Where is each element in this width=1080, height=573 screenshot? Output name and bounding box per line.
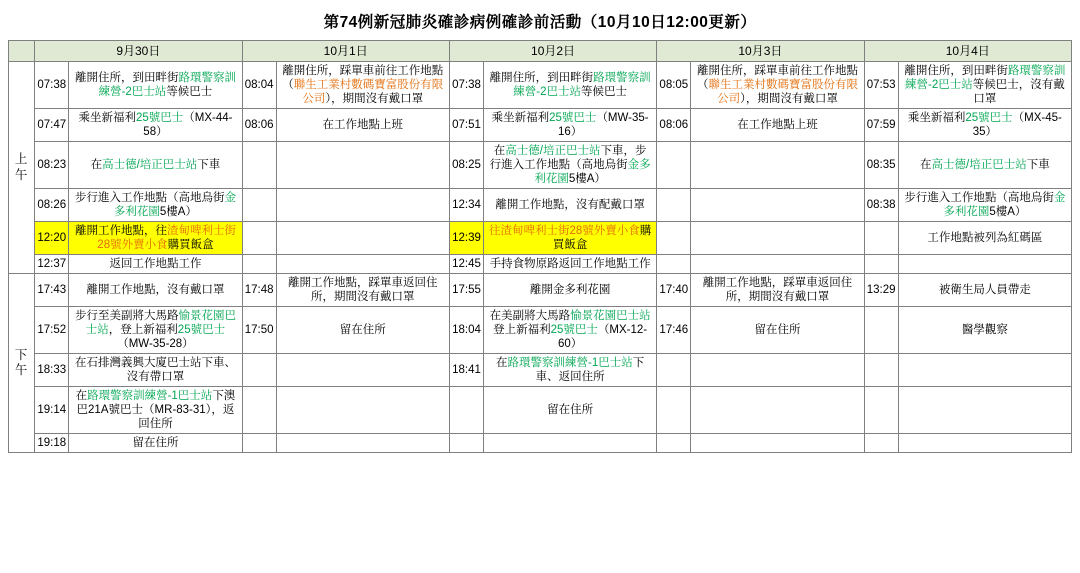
desc-segment: 在美副將大馬路 [489, 310, 571, 323]
desc-segment: 購買飯盒 [552, 225, 652, 252]
time-cell [864, 307, 898, 354]
activity-cell [276, 255, 449, 274]
desc-segment: （MX-45-35） [972, 112, 1062, 139]
desc-segment: 下車、返回住所 [535, 357, 645, 384]
activity-cell [898, 189, 1071, 222]
header-date-3: 10月3日 [657, 41, 864, 62]
time-cell: 17:43 [35, 274, 69, 307]
desc-segment: 離開工作地點，沒有戴口罩 [86, 284, 225, 297]
corner-cell [9, 41, 35, 62]
activity-cell [691, 109, 864, 142]
period-label-am: 上午 [9, 62, 35, 274]
desc-segment: 在 [90, 159, 103, 172]
activity-cell [276, 434, 449, 453]
desc-segment: 往渣甸啤利士街28號外賣小食 [488, 225, 640, 238]
header-date-2: 10月2日 [449, 41, 656, 62]
time-cell: 07:51 [449, 109, 483, 142]
desc-segment: 離開工作地點，踩單車返回住所，期間沒有戴口罩 [702, 277, 853, 304]
time-cell [449, 434, 483, 453]
activity-cell [691, 142, 864, 189]
time-cell: 07:38 [449, 62, 483, 109]
time-cell [864, 255, 898, 274]
desc-segment: 留在住所 [132, 437, 179, 450]
time-cell: 17:46 [657, 307, 691, 354]
desc-segment: 離開住所，踩單車前往工作地點（ [696, 65, 858, 92]
activity-cell [276, 274, 449, 307]
desc-segment: 下車，步行進入工作地點（高地烏街 [489, 145, 647, 172]
activity-cell [276, 387, 449, 434]
desc-segment: 25號巴士 [550, 324, 598, 337]
desc-segment: 離開工作地點，踩單車返回住所，期間沒有戴口罩 [288, 277, 438, 304]
time-cell: 08:05 [657, 62, 691, 109]
time-cell: 08:25 [449, 142, 483, 189]
time-cell [242, 189, 276, 222]
activity-cell [484, 109, 657, 142]
activity-cell [898, 62, 1071, 109]
activity-cell [69, 189, 242, 222]
desc-segment: （MX-44-58） [143, 112, 233, 139]
activity-cell [898, 222, 1071, 255]
desc-segment: 乘坐新福利 [78, 112, 136, 125]
time-cell [864, 434, 898, 453]
time-cell: 07:53 [864, 62, 898, 109]
desc-segment: 聯生工業村數碼寶富股份有限公司 [708, 79, 858, 106]
table-header-row [9, 41, 1072, 62]
desc-segment: 聯生工業村數碼寶富股份有限公司 [293, 79, 444, 106]
desc-segment: 5樓A） [159, 206, 197, 219]
time-cell: 12:45 [449, 255, 483, 274]
time-cell: 12:39 [449, 222, 483, 255]
desc-segment: 路環警察訓練營-2巴士站 [905, 65, 1066, 92]
time-cell: 07:38 [35, 62, 69, 109]
desc-segment: 離開住所，踩單車前往工作地點（ [282, 65, 444, 92]
activity-cell [69, 222, 242, 255]
time-cell [864, 354, 898, 387]
desc-segment: 金多利花園 [113, 192, 236, 219]
desc-segment: 路環警察訓練營-1巴士站 [507, 357, 633, 370]
activity-cell [484, 307, 657, 354]
desc-segment: 在石排灣義興大廈巴士站下車、沒有帶口罩 [74, 357, 236, 384]
activity-cell [898, 109, 1071, 142]
desc-segment: 在 [75, 390, 88, 403]
time-cell: 17:40 [657, 274, 691, 307]
desc-segment: 在 [920, 159, 932, 172]
desc-segment: 離開工作地點，沒有配戴口罩 [495, 199, 645, 212]
desc-segment: 離開金多利花園 [529, 284, 611, 297]
desc-segment: 步行進入工作地點（高地烏街 [904, 192, 1054, 205]
activity-cell [276, 222, 449, 255]
time-cell: 07:59 [864, 109, 898, 142]
activity-cell [484, 354, 657, 387]
time-cell: 07:47 [35, 109, 69, 142]
time-cell [242, 387, 276, 434]
desc-segment: （MX-12-60） [557, 324, 648, 351]
time-cell [864, 387, 898, 434]
desc-segment: 下澳巴21A號巴士（MR-83-31），返回住所 [76, 390, 236, 431]
time-cell: 17:50 [242, 307, 276, 354]
time-cell: 19:18 [35, 434, 69, 453]
desc-segment: 離開工作地點，往 [74, 225, 167, 238]
time-cell [657, 222, 691, 255]
activity-cell [69, 142, 242, 189]
desc-segment: 留在住所 [547, 404, 594, 417]
time-cell [657, 434, 691, 453]
time-cell [657, 354, 691, 387]
desc-segment: 離開住所，到田畔街 [489, 72, 594, 84]
time-cell: 08:23 [35, 142, 69, 189]
desc-segment: 在 [493, 145, 506, 158]
time-cell [657, 189, 691, 222]
desc-segment: 手持食物原路返回工作地點工作 [489, 258, 651, 271]
desc-segment: 登上新福利 [493, 324, 551, 337]
activity-cell [484, 142, 657, 189]
activity-cell [276, 142, 449, 189]
desc-segment: 路環警察訓練營-2巴士站 [98, 72, 236, 99]
desc-segment: 下車 [1026, 159, 1050, 172]
desc-segment: 25號巴士 [965, 112, 1013, 125]
activity-cell [691, 62, 864, 109]
activity-cell [484, 62, 657, 109]
desc-segment: ，登上新福利 [108, 324, 178, 337]
activity-cell [69, 62, 242, 109]
table-row [9, 142, 1072, 189]
activity-cell [69, 307, 242, 354]
page-title: 第74例新冠肺炎確診病例確診前活動（10月10日12:00更新） [323, 14, 757, 31]
time-cell: 08:26 [35, 189, 69, 222]
activity-cell [898, 255, 1071, 274]
activity-cell [484, 189, 657, 222]
desc-segment: 高士德/培正巴士站 [505, 145, 601, 158]
time-cell: 18:33 [35, 354, 69, 387]
desc-segment: 乘坐新福利 [907, 112, 966, 125]
activity-cell [691, 274, 864, 307]
desc-segment: 步行至美副將大馬路 [74, 310, 179, 323]
table-row [9, 255, 1072, 274]
desc-segment: 路環警察訓練營-1巴士站 [87, 390, 213, 403]
activity-table [8, 40, 1072, 453]
desc-segment: （MW-35-28） [117, 338, 194, 351]
table-row [9, 307, 1072, 354]
desc-segment: 離開住所，到田畔街 [904, 65, 1008, 77]
table-row [9, 62, 1072, 109]
time-cell: 12:20 [35, 222, 69, 255]
activity-cell [484, 255, 657, 274]
activity-cell [898, 142, 1071, 189]
desc-segment: 工作地點被列為紅碼區 [927, 232, 1043, 245]
activity-cell [898, 434, 1071, 453]
time-cell: 08:04 [242, 62, 276, 109]
desc-segment: 高士德/培正巴士站 [102, 159, 198, 172]
desc-segment: 留在住所 [754, 324, 801, 337]
table-row [9, 387, 1072, 434]
time-cell: 08:06 [242, 109, 276, 142]
activity-cell [69, 109, 242, 142]
desc-segment: 愉景花園巴士站 [85, 310, 236, 337]
desc-segment: 愉景花園巴士站 [570, 310, 651, 323]
time-cell: 18:04 [449, 307, 483, 354]
activity-cell [691, 255, 864, 274]
desc-segment: 在工作地點上班 [322, 119, 404, 132]
time-cell: 13:29 [864, 274, 898, 307]
activity-cell [691, 354, 864, 387]
time-cell: 12:34 [449, 189, 483, 222]
time-cell: 17:52 [35, 307, 69, 354]
activity-cell [276, 62, 449, 109]
time-cell: 18:41 [449, 354, 483, 387]
time-cell: 12:37 [35, 255, 69, 274]
desc-segment: 25號巴士 [549, 112, 597, 125]
activity-cell [898, 387, 1071, 434]
desc-segment: 在工作地點上班 [737, 119, 818, 132]
activity-cell [898, 307, 1071, 354]
time-cell [657, 255, 691, 274]
desc-segment: 等候巴士 [166, 86, 213, 99]
time-cell [242, 434, 276, 453]
activity-cell [691, 222, 864, 255]
desc-segment: 乘坐新福利 [491, 112, 550, 125]
desc-segment: （MW-35-16） [557, 112, 649, 139]
activity-cell [691, 189, 864, 222]
activity-cell [69, 274, 242, 307]
header-date-0: 9月30日 [35, 41, 242, 62]
time-cell [242, 255, 276, 274]
time-cell: 08:06 [657, 109, 691, 142]
activity-cell [69, 354, 242, 387]
desc-segment: 等候巴士 [581, 86, 627, 99]
desc-segment: 等候巴士，沒有戴口罩 [972, 79, 1065, 106]
desc-segment: 留在住所 [339, 324, 386, 337]
time-cell [657, 387, 691, 434]
desc-segment: 渣甸啤利士街28號外賣小食 [97, 225, 236, 252]
header-date-4: 10月4日 [864, 41, 1071, 62]
desc-segment: 醫學觀察 [961, 324, 1008, 337]
time-cell [449, 387, 483, 434]
table-row [9, 222, 1072, 255]
activity-cell [484, 387, 657, 434]
header-date-1: 10月1日 [242, 41, 449, 62]
activity-cell [484, 222, 657, 255]
desc-segment: ），期間沒有戴口罩 [325, 93, 424, 106]
desc-segment: 路環警察訓練營-2巴士站 [513, 72, 651, 99]
activity-cell [691, 434, 864, 453]
activity-cell [898, 274, 1071, 307]
desc-segment: 金多利花園 [534, 159, 651, 186]
time-cell [242, 142, 276, 189]
activity-cell [691, 307, 864, 354]
desc-segment: 購買飯盒 [167, 239, 214, 252]
activity-cell [276, 307, 449, 354]
activity-cell [484, 434, 657, 453]
activity-cell [276, 189, 449, 222]
activity-cell [69, 387, 242, 434]
desc-segment: 25號巴士 [177, 324, 226, 337]
activity-cell [276, 109, 449, 142]
desc-segment: 步行進入工作地點（高地烏街 [74, 192, 225, 205]
desc-segment: 5樓A） [568, 173, 606, 186]
desc-segment: 離開住所，到田畔街 [74, 72, 179, 84]
time-cell [864, 222, 898, 255]
period-label-pm: 下午 [9, 274, 35, 453]
time-cell: 17:48 [242, 274, 276, 307]
time-cell: 08:35 [864, 142, 898, 189]
table-row [9, 434, 1072, 453]
table-row [9, 189, 1072, 222]
time-cell [657, 142, 691, 189]
time-cell: 19:14 [35, 387, 69, 434]
activity-cell [276, 354, 449, 387]
desc-segment: 金多利花園 [943, 192, 1066, 219]
table-row [9, 109, 1072, 142]
desc-segment: 下車 [197, 159, 221, 172]
desc-segment: 25號巴士 [135, 112, 184, 125]
table-row [9, 274, 1072, 307]
activity-cell [69, 255, 242, 274]
time-cell [242, 222, 276, 255]
activity-cell [691, 387, 864, 434]
time-cell: 17:55 [449, 274, 483, 307]
activity-cell [69, 434, 242, 453]
desc-segment: ），期間沒有戴口罩 [740, 93, 838, 106]
desc-segment: 高士德/培正巴士站 [931, 159, 1027, 172]
desc-segment: 在 [496, 357, 508, 370]
desc-segment: 被衛生局人員帶走 [938, 284, 1031, 297]
activity-cell [484, 274, 657, 307]
desc-segment: 5樓A） [989, 206, 1027, 219]
time-cell [242, 354, 276, 387]
time-cell: 08:38 [864, 189, 898, 222]
table-row [9, 354, 1072, 387]
desc-segment: 返回工作地點工作 [109, 258, 202, 271]
activity-cell [898, 354, 1071, 387]
table-body [9, 62, 1072, 453]
